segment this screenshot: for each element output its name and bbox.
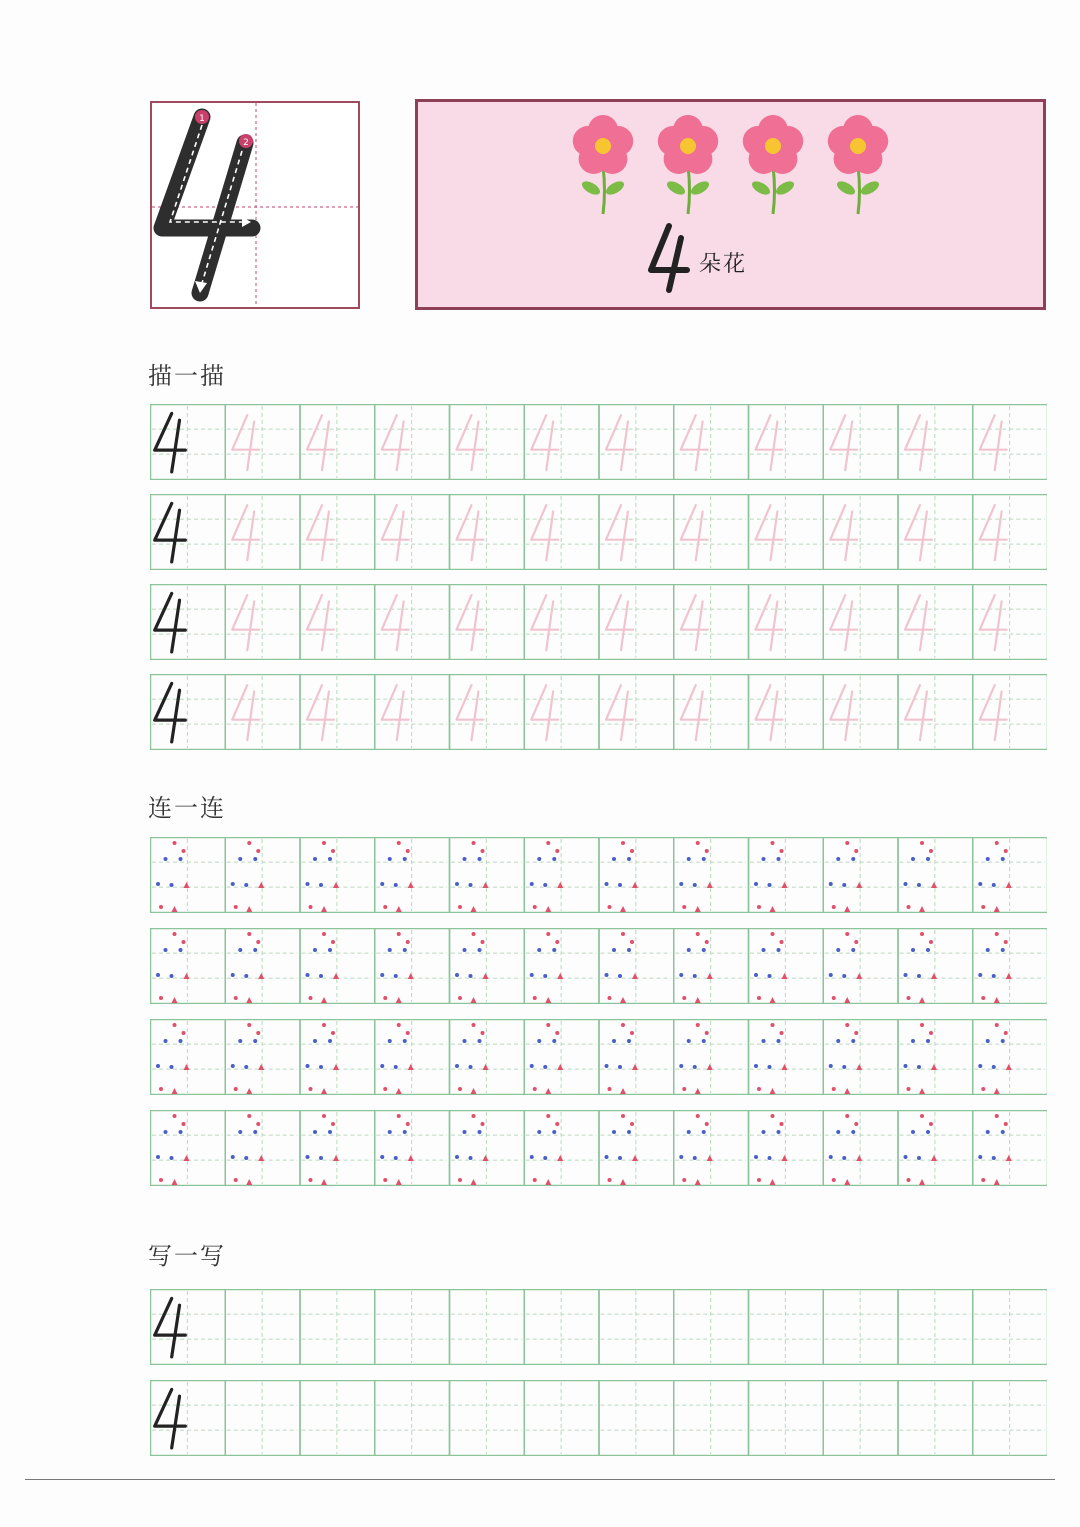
dot-guide [679, 932, 713, 1003]
grid-cell[interactable] [599, 405, 674, 480]
grid-cell[interactable] [599, 495, 674, 570]
grid-cell[interactable] [973, 675, 1047, 750]
dot-guide [231, 1023, 265, 1094]
trace-digit [232, 415, 259, 470]
grid-cell[interactable] [524, 1020, 599, 1095]
trace-digit [905, 595, 932, 650]
grid-cell[interactable] [300, 838, 375, 913]
grid-cell[interactable] [749, 1020, 824, 1095]
grid-cell[interactable] [151, 675, 226, 750]
write-section-title: 写一写 [148, 1242, 226, 1270]
trace-digit [531, 415, 558, 470]
dot-guide [380, 841, 414, 912]
flower-row [563, 110, 903, 220]
grid-cell[interactable] [823, 585, 898, 660]
trace-digit [905, 505, 932, 560]
model-digit [155, 413, 186, 471]
trace-digit [307, 505, 334, 560]
grid-cell[interactable] [898, 495, 973, 570]
grid-cell[interactable] [674, 1020, 749, 1095]
dot-guide [156, 1023, 190, 1094]
grid-cell[interactable] [524, 495, 599, 570]
trace-digit [606, 685, 633, 740]
dot-guide [530, 932, 564, 1003]
grid-cell[interactable] [674, 1111, 749, 1186]
grid-cell[interactable] [898, 585, 973, 660]
grid-cell[interactable] [375, 675, 450, 750]
dot-guide [156, 1114, 190, 1185]
grid-cell[interactable] [898, 838, 973, 913]
trace-row[interactable] [150, 494, 1047, 570]
grid-cell[interactable] [300, 405, 375, 480]
grid-cell[interactable] [749, 1290, 824, 1365]
trace-digit [307, 685, 334, 740]
trace-digit [980, 595, 1007, 650]
grid-cell[interactable] [973, 1111, 1047, 1186]
grid-cell[interactable] [151, 1111, 226, 1186]
dot-guide [306, 932, 340, 1003]
grid-cell[interactable] [300, 675, 375, 750]
dot-guide [530, 841, 564, 912]
trace-digit [905, 415, 932, 470]
grid-cell[interactable] [898, 1111, 973, 1186]
grid-cell[interactable] [973, 838, 1047, 913]
header-panel [415, 99, 1046, 310]
grid-cell[interactable] [749, 495, 824, 570]
grid-cell[interactable] [450, 585, 525, 660]
model-digit [155, 503, 186, 561]
caption-text: 朵花 [699, 252, 748, 277]
grid-cell[interactable] [823, 929, 898, 1004]
dot-guide [455, 932, 489, 1003]
trace-digit [232, 685, 259, 740]
model-digit [155, 593, 186, 651]
dot-guide [978, 1114, 1012, 1185]
grid-cell[interactable] [674, 495, 749, 570]
grid-cell[interactable] [823, 1290, 898, 1365]
write-row[interactable] [150, 1289, 1047, 1365]
grid-cell[interactable] [300, 1020, 375, 1095]
trace-digit [830, 415, 857, 470]
dot-guide [754, 1114, 788, 1185]
trace-digit [980, 415, 1007, 470]
grid-cell[interactable] [151, 838, 226, 913]
dot-guide [829, 1114, 863, 1185]
grid-cell[interactable] [749, 929, 824, 1004]
grid-cell[interactable] [225, 495, 300, 570]
grid-cell[interactable] [674, 929, 749, 1004]
bottom-rule [25, 1479, 1055, 1480]
grid-cell[interactable] [151, 1020, 226, 1095]
stroke-order-box [150, 101, 360, 309]
flower-icon [828, 115, 888, 214]
grid-cell[interactable] [898, 405, 973, 480]
grid-cell[interactable] [674, 585, 749, 660]
trace-digit [457, 415, 484, 470]
grid-cell[interactable] [300, 1111, 375, 1186]
grid-cell[interactable] [375, 405, 450, 480]
grid-cell[interactable] [749, 1111, 824, 1186]
grid-cell[interactable] [823, 675, 898, 750]
grid-cell[interactable] [524, 1290, 599, 1365]
model-digit [155, 1389, 186, 1447]
dot-guide [605, 1023, 639, 1094]
grid-cell[interactable] [450, 1111, 525, 1186]
grid-cell[interactable] [225, 929, 300, 1004]
flower-icon [658, 115, 718, 214]
stroke-2-marker: 2 [243, 138, 249, 148]
grid-cell[interactable] [674, 838, 749, 913]
trace-digit [457, 505, 484, 560]
grid-cell[interactable] [599, 585, 674, 660]
trace-digit [457, 595, 484, 650]
trace-row[interactable] [150, 404, 1047, 480]
grid-cell[interactable] [151, 1381, 226, 1456]
grid-cell[interactable] [823, 1020, 898, 1095]
dot-guide [679, 1114, 713, 1185]
grid-cell[interactable] [151, 1290, 226, 1365]
grid-cell[interactable] [599, 838, 674, 913]
trace-digit [756, 415, 783, 470]
connect-row[interactable] [150, 1110, 1047, 1186]
grid-cell[interactable] [375, 1111, 450, 1186]
dot-guide [978, 841, 1012, 912]
grid-cell[interactable] [898, 675, 973, 750]
grid-cell[interactable] [225, 405, 300, 480]
grid-cell[interactable] [674, 1381, 749, 1456]
dot-guide [156, 841, 190, 912]
dot-guide [754, 932, 788, 1003]
caption [645, 214, 747, 294]
grid-cell[interactable] [450, 929, 525, 1004]
grid-cell[interactable] [749, 838, 824, 913]
trace-digit [307, 595, 334, 650]
dot-guide [380, 1114, 414, 1185]
grid-cell[interactable] [898, 1020, 973, 1095]
trace-section-title: 描一描 [148, 362, 226, 390]
trace-digit [382, 595, 409, 650]
trace-digit [307, 415, 334, 470]
grid-cell[interactable] [225, 675, 300, 750]
grid-cell[interactable] [599, 1290, 674, 1365]
grid-cell[interactable] [450, 1290, 525, 1365]
dot-guide [530, 1023, 564, 1094]
grid-cell[interactable] [300, 495, 375, 570]
grid-cell[interactable] [898, 1290, 973, 1365]
trace-digit [232, 595, 259, 650]
grid-cell[interactable] [599, 1020, 674, 1095]
trace-digit [382, 415, 409, 470]
trace-digit [531, 505, 558, 560]
grid-cell[interactable] [524, 929, 599, 1004]
grid-cell[interactable] [973, 1290, 1047, 1365]
grid-cell[interactable] [898, 1381, 973, 1456]
grid-cell[interactable] [524, 1381, 599, 1456]
dot-guide [679, 1023, 713, 1094]
connect-section-title: 连一连 [148, 794, 226, 822]
grid-cell[interactable] [749, 675, 824, 750]
dot-guide [754, 841, 788, 912]
trace-digit [980, 505, 1007, 560]
stroke-1-marker: 1 [199, 114, 205, 124]
trace-digit [681, 415, 708, 470]
dot-guide [829, 1023, 863, 1094]
dot-guide [754, 1023, 788, 1094]
dot-guide [231, 841, 265, 912]
grid-cell[interactable] [973, 405, 1047, 480]
dot-guide [455, 1114, 489, 1185]
flower-icon [573, 115, 633, 214]
trace-row[interactable] [150, 674, 1047, 750]
grid-cell[interactable] [300, 1381, 375, 1456]
trace-digit [756, 595, 783, 650]
grid-cell[interactable] [749, 585, 824, 660]
trace-row[interactable] [150, 584, 1047, 660]
grid-cell[interactable] [823, 495, 898, 570]
trace-digit [457, 685, 484, 740]
trace-digit [531, 595, 558, 650]
flower-icon [743, 115, 803, 214]
model-digit [155, 683, 186, 741]
grid-cell[interactable] [375, 838, 450, 913]
grid-cell[interactable] [225, 1290, 300, 1365]
connect-row[interactable] [150, 1019, 1047, 1095]
grid-cell[interactable] [450, 405, 525, 480]
dot-guide [904, 932, 938, 1003]
trace-digit [756, 685, 783, 740]
grid-cell[interactable] [599, 929, 674, 1004]
trace-digit [681, 595, 708, 650]
grid-cell[interactable] [450, 838, 525, 913]
dot-guide [380, 932, 414, 1003]
grid-cell[interactable] [973, 1020, 1047, 1095]
dot-guide [530, 1114, 564, 1185]
grid-cell[interactable] [375, 1020, 450, 1095]
grid-cell[interactable] [524, 838, 599, 913]
grid-cell[interactable] [300, 929, 375, 1004]
grid-cell[interactable] [524, 585, 599, 660]
grid-cell[interactable] [823, 405, 898, 480]
trace-digit [830, 505, 857, 560]
grid-cell[interactable] [450, 1381, 525, 1456]
grid-cell[interactable] [151, 929, 226, 1004]
grid-cell[interactable] [524, 405, 599, 480]
trace-digit [606, 595, 633, 650]
grid-cell[interactable] [973, 585, 1047, 660]
trace-digit [681, 505, 708, 560]
model-digit [155, 1298, 186, 1356]
grid-cell[interactable] [599, 1111, 674, 1186]
trace-digit [756, 505, 783, 560]
trace-digit [606, 505, 633, 560]
grid-cell[interactable] [225, 1111, 300, 1186]
grid-cell[interactable] [898, 929, 973, 1004]
grid-cell[interactable] [225, 1020, 300, 1095]
connect-row[interactable] [150, 837, 1047, 913]
trace-digit [830, 595, 857, 650]
grid-cell[interactable] [823, 838, 898, 913]
dot-guide [306, 841, 340, 912]
trace-digit [905, 685, 932, 740]
dot-guide [829, 932, 863, 1003]
trace-digit [232, 505, 259, 560]
dot-guide [904, 1023, 938, 1094]
trace-digit [681, 685, 708, 740]
grid-cell[interactable] [823, 1111, 898, 1186]
grid-cell[interactable] [674, 1290, 749, 1365]
caption-number-digit [645, 220, 693, 294]
grid-cell[interactable] [823, 1381, 898, 1456]
grid-cell[interactable] [151, 585, 226, 660]
dot-guide [829, 841, 863, 912]
dot-guide [156, 932, 190, 1003]
grid-cell[interactable] [375, 495, 450, 570]
grid-cell[interactable] [225, 1381, 300, 1456]
grid-cell[interactable] [749, 1381, 824, 1456]
grid-cell[interactable] [450, 495, 525, 570]
dot-guide [455, 1023, 489, 1094]
grid-cell[interactable] [151, 495, 226, 570]
grid-cell[interactable] [450, 675, 525, 750]
grid-cell[interactable] [973, 1381, 1047, 1456]
write-row[interactable] [150, 1380, 1047, 1456]
grid-cell[interactable] [300, 1290, 375, 1365]
grid-cell[interactable] [599, 675, 674, 750]
grid-cell[interactable] [300, 585, 375, 660]
dot-guide [306, 1114, 340, 1185]
grid-cell[interactable] [375, 585, 450, 660]
grid-cell[interactable] [674, 405, 749, 480]
trace-digit [606, 415, 633, 470]
grid-cell[interactable] [524, 675, 599, 750]
dot-guide [605, 932, 639, 1003]
grid-cell[interactable] [225, 838, 300, 913]
trace-digit [382, 685, 409, 740]
dot-guide [978, 1023, 1012, 1094]
dot-guide [231, 1114, 265, 1185]
grid-cell[interactable] [973, 495, 1047, 570]
grid-cell[interactable] [599, 1381, 674, 1456]
grid-cell[interactable] [375, 929, 450, 1004]
grid-cell[interactable] [749, 405, 824, 480]
connect-row[interactable] [150, 928, 1047, 1004]
dot-guide [904, 1114, 938, 1185]
trace-digit [830, 685, 857, 740]
grid-cell[interactable] [674, 675, 749, 750]
trace-digit [531, 685, 558, 740]
dot-guide [231, 932, 265, 1003]
dot-guide [679, 841, 713, 912]
grid-cell[interactable] [450, 1020, 525, 1095]
dot-guide [904, 841, 938, 912]
grid-cell[interactable] [225, 585, 300, 660]
dot-guide [455, 841, 489, 912]
dot-guide [978, 932, 1012, 1003]
dot-guide [605, 1114, 639, 1185]
trace-digit [382, 505, 409, 560]
dot-guide [380, 1023, 414, 1094]
grid-cell[interactable] [524, 1111, 599, 1186]
trace-digit [980, 685, 1007, 740]
dot-guide [605, 841, 639, 912]
dot-guide [306, 1023, 340, 1094]
grid-cell[interactable] [375, 1381, 450, 1456]
grid-cell[interactable] [151, 405, 226, 480]
grid-cell[interactable] [973, 929, 1047, 1004]
grid-cell[interactable] [375, 1290, 450, 1365]
